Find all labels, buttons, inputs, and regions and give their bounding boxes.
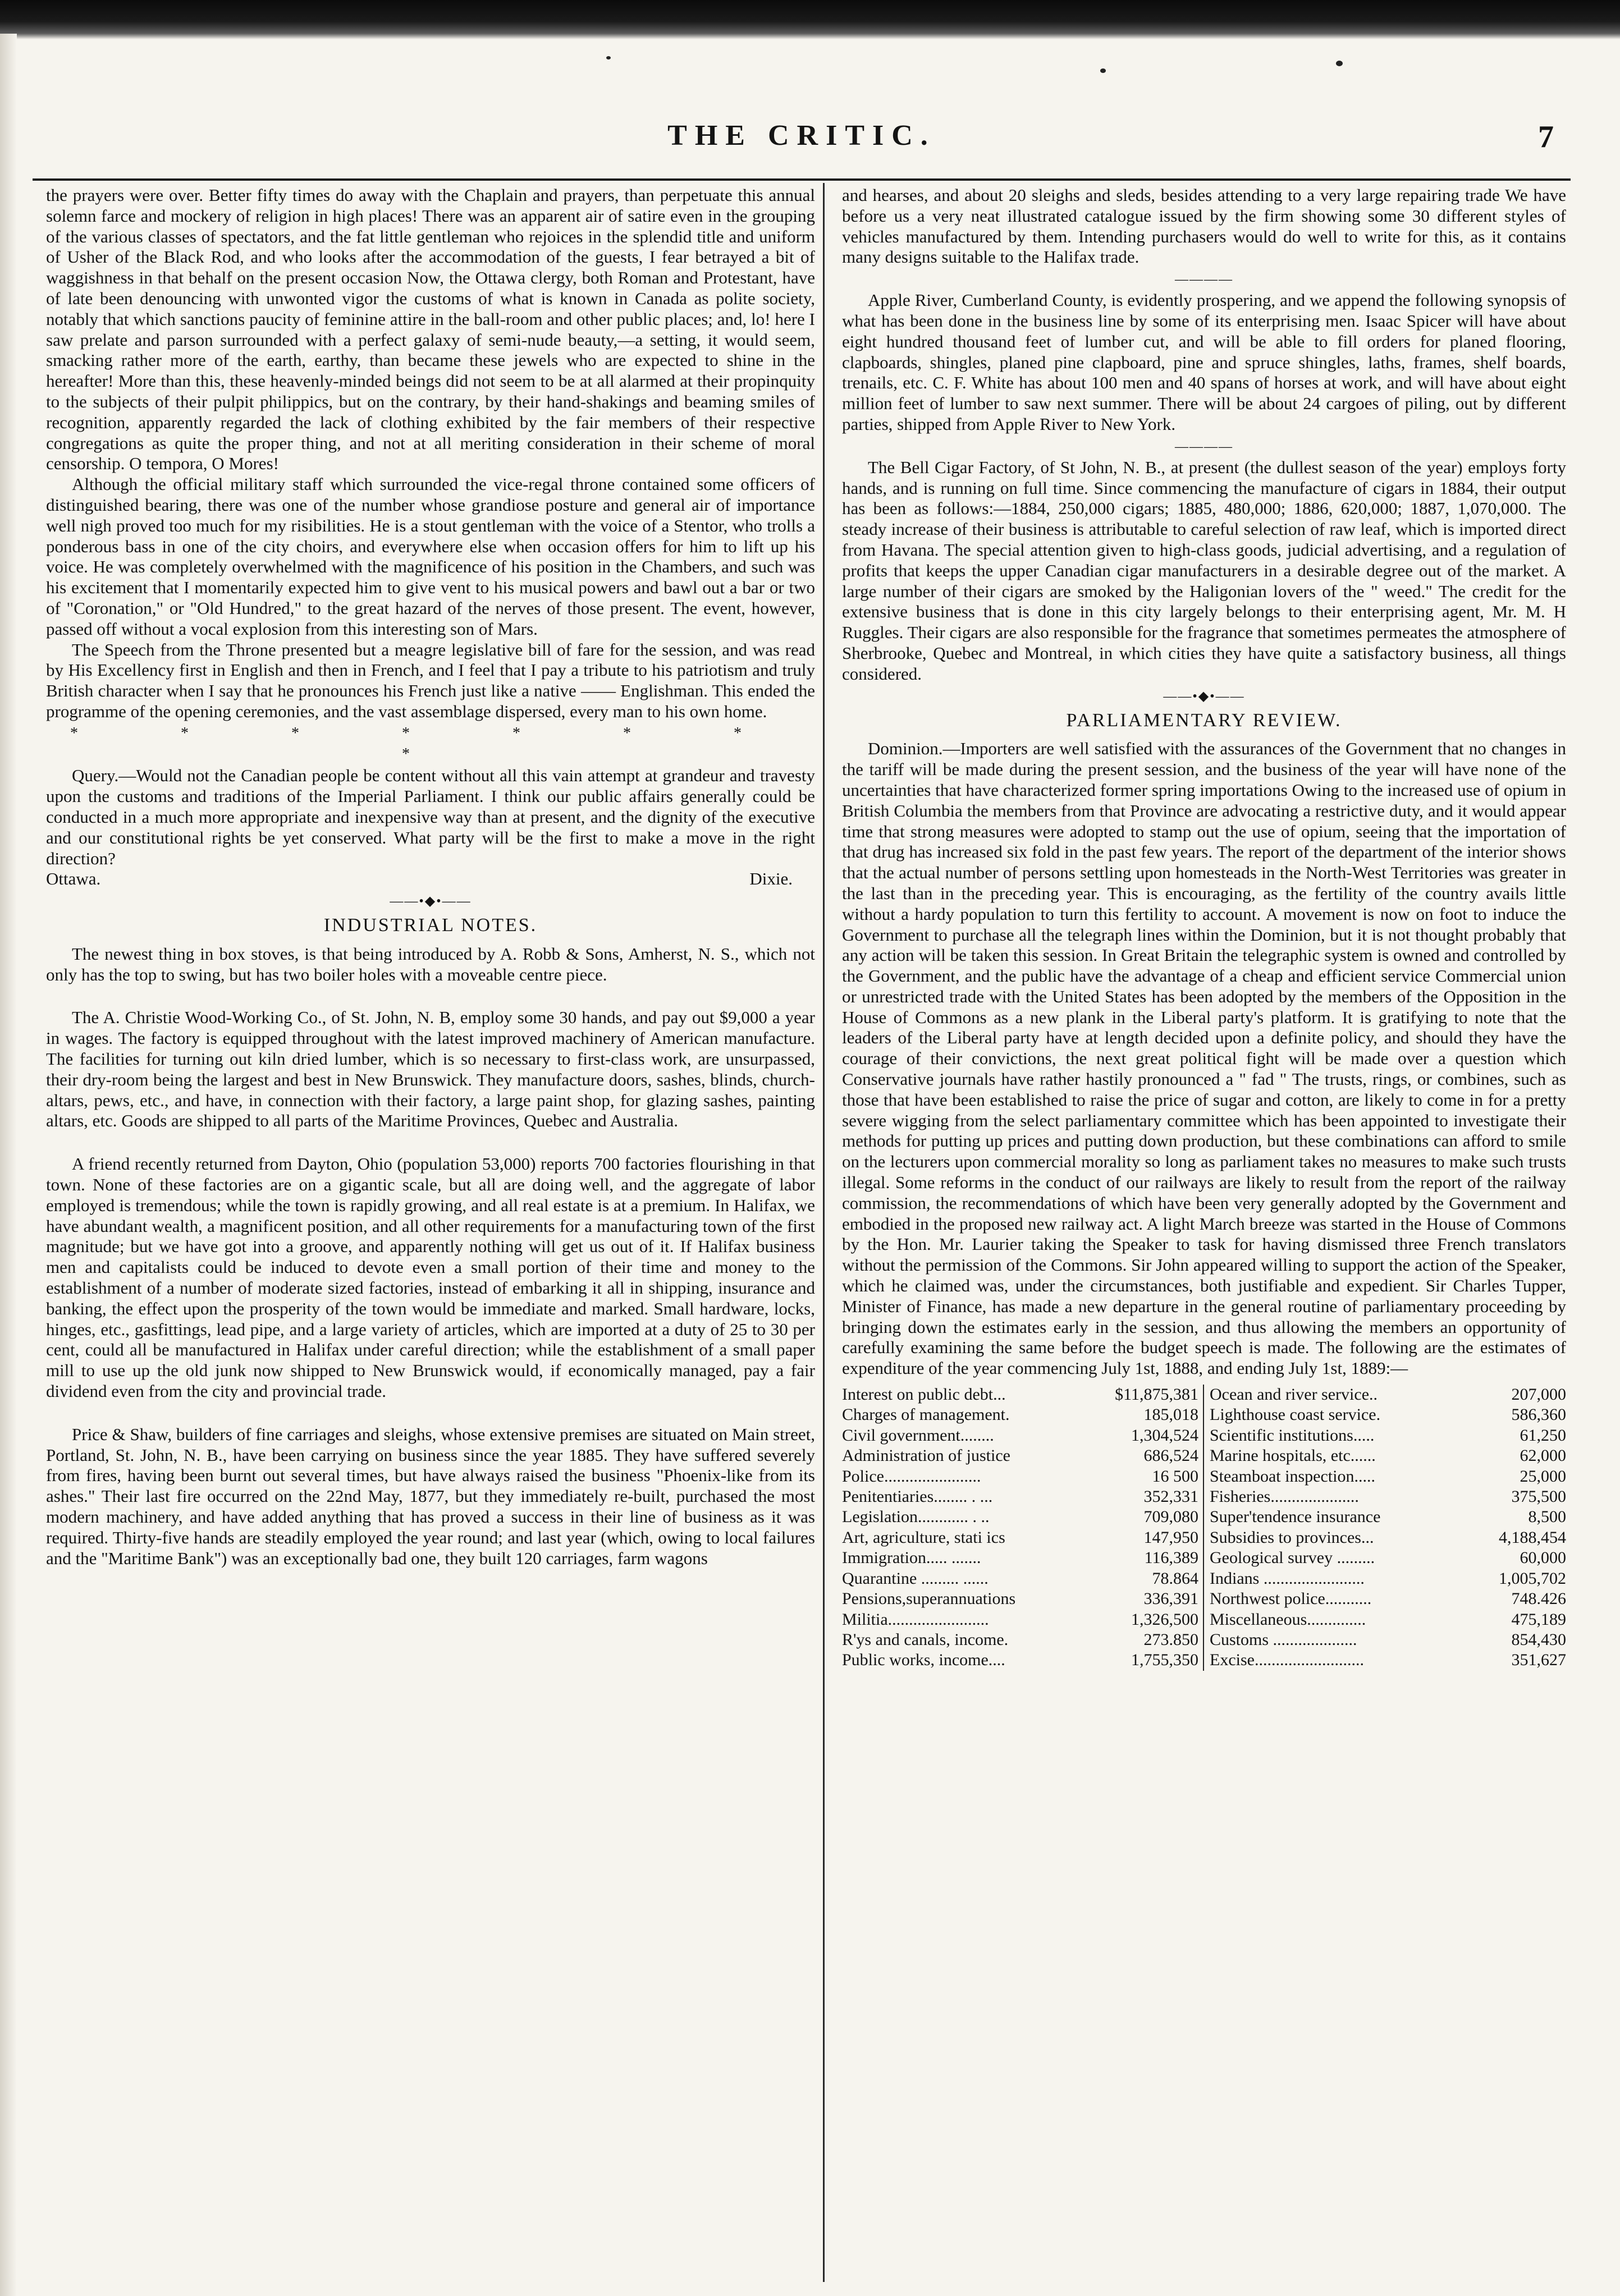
- estimate-amount: 78.864: [1152, 1569, 1198, 1588]
- article-paragraph: the prayers were over. Better fifty times do away with the Chaplain and prayers, than perpetuate this annual solemn farce and mockery of religion in high places! There was an apparent air of satire even in the grouping of the various classes of spectators, and the fat little gentleman who rejoices in the splendid title and uniform of Usher of the Black Rod, and who looks after the accommodation of the guests, I fear betrayed a bit of waggishness in that behalf on the present occasion Now, the Ottawa clergy, both Roman and Protestant, have of late been denouncing with unwonted vigor the customs of what is known in Canada as polite society, notably that which sanctions paucity of feminine attire in the ball-room and other public places; and, lo! here I saw prelate and parson surrounded with a perfect galaxy of semi-nude beauty,—a setting, it would seem, smacking rather more of the earth, earthy, than became these jewels who are expected to shine in the hereafter! More than this, these heavenly-minded beings did not seem to be at all alarmed at their propinquity to the subjects of their pulpit philippics, but on the contrary, by their hand-shakings and beaming smiles of recognition, apparently regarded the lack of clothing exhibited by the fair members of their respective congregations as quite the proper thing, and not at all meriting consideration in their scheme of moral censorship. O tempora, O Mores!: [46, 185, 815, 474]
- estimate-item: Miscellaneous..............: [1210, 1610, 1366, 1629]
- estimate-row: [842, 1405, 1198, 1425]
- ornament-divider: ——•◆•——: [1163, 689, 1245, 704]
- industrial-note: A friend recently returned from Dayton, Ohio (population 53,000) reports 700 factories flourishing in that town. None of these factories are on a gigantic scale, but all are doing well, and the aggregate of labor employed is tremendous; while the town is rapidly growing, and all real estate is at a premium. In Halifax, we have abundant wealth, a magnificent position, and all other requirements for a manufacturing town of the first magnitude; but we have got into a groove, and apparently nothing will get us out of it. If Halifax business men and capitalists could be induced to devote even a small portion of their time and money to the establishment of a number of moderate sized factories, instead of embarking it all in shipping, insurance and banking, the effect upon the prosperity of the town would be immediate and marked. Small hardware, locks, hinges, etc., gasfittings, lead pipe, and a large variety of articles, which are imported at a duty of 25 to 30 per cent, could all be manufactured in Halifax under careful direction; while the establishment of a small paper mill to use up the old junk now shipped to New Brunswick would, if economically managed, pay a fair dividend even from the city and provincial trade.: [46, 1154, 815, 1401]
- estimate-row: [842, 1610, 1198, 1630]
- industrial-notes-heading: INDUSTRIAL NOTES.: [323, 915, 538, 936]
- column-divider: [823, 183, 825, 2282]
- signoff-place: Ottawa.: [46, 869, 101, 889]
- estimate-row: [1210, 1589, 1566, 1609]
- estimate-row: [842, 1548, 1198, 1568]
- estimate-item: Steamboat inspection.....: [1210, 1466, 1375, 1486]
- estimate-item: Scientific institutions.....: [1210, 1426, 1375, 1445]
- estimate-item: Marine hospitals, etc......: [1210, 1446, 1376, 1465]
- estimate-item: Geological survey .........: [1210, 1548, 1375, 1568]
- scan-top-edge: [0, 0, 1620, 39]
- estimate-item: Charges of management.: [842, 1405, 1010, 1424]
- estimate-row: [1210, 1528, 1566, 1548]
- estimate-amount: 586,360: [1511, 1405, 1566, 1424]
- estimate-item: Ocean and river service..: [1210, 1385, 1378, 1404]
- estimate-item: Civil government........: [842, 1426, 994, 1445]
- estimate-amount: 62,000: [1520, 1446, 1566, 1465]
- estimate-item: Administration of justice: [842, 1446, 1010, 1465]
- estimate-amount: 185,018: [1143, 1405, 1198, 1424]
- estimate-row: [842, 1589, 1198, 1609]
- estimate-amount: 116,389: [1144, 1548, 1198, 1568]
- estimate-row: [1210, 1507, 1566, 1527]
- estimate-row: [842, 1528, 1198, 1548]
- estimate-amount: 475,189: [1511, 1610, 1566, 1629]
- ornament-divider: ——•◆•——: [390, 894, 472, 909]
- estimate-row: [1210, 1569, 1566, 1589]
- estimate-item: Militia........................: [842, 1610, 989, 1629]
- page-number: 7: [1538, 120, 1554, 154]
- scan-left-edge: [0, 34, 17, 2296]
- estimate-row: [842, 1446, 1198, 1466]
- estimate-item: Police.......................: [842, 1466, 981, 1486]
- estimate-amount: 4,188,454: [1499, 1528, 1566, 1547]
- estimate-amount: 351,627: [1511, 1651, 1566, 1670]
- estimate-row: [842, 1650, 1198, 1670]
- estimate-item: Interest on public debt...: [842, 1385, 1006, 1404]
- right-column: [842, 185, 1566, 1671]
- estimate-item: Penitentiaries........ . ...: [842, 1487, 993, 1506]
- estimate-item: Legislation............ . ..: [842, 1507, 990, 1527]
- estimate-row: [842, 1487, 1198, 1507]
- estimate-amount: 352,331: [1143, 1487, 1198, 1506]
- estimates-column-right: [1204, 1385, 1566, 1671]
- industrial-note: Price & Shaw, builders of fine carriages and sleighs, whose extensive premises are situated on Main street, Portland, St. John, N. B., have been carrying on business since the year 1885. They have suffered severely from fires, having been burnt out several times, but have always raised the business "Phoenix-like from its ashes." Their last fire occurred on the 22nd May, 1877, but they immediately re-built, purchased the most modern machinery, and have added anything that has proved a success in their line of business as it was required. Thirty-five hands are steadily employed the year round; and last year (which, owing to local failures and the "Maritime Bank") was an exceptionally bad one, they built 120 carriages, farm wagons: [46, 1424, 815, 1568]
- short-divider: ————: [1175, 439, 1233, 454]
- estimate-row: [842, 1507, 1198, 1527]
- estimate-row: [1210, 1446, 1566, 1466]
- estimate-item: Indians ........................: [1210, 1569, 1365, 1588]
- estimate-row: [842, 1466, 1198, 1487]
- estimate-row: [1210, 1405, 1566, 1425]
- estimate-amount: 60,000: [1520, 1548, 1566, 1568]
- estimate-amount: 854,430: [1511, 1630, 1566, 1649]
- signoff: [46, 869, 815, 890]
- estimate-amount: $11,875,381: [1115, 1385, 1198, 1404]
- short-divider: ————: [1175, 272, 1233, 287]
- page-header: [33, 119, 1571, 164]
- estimate-item: Public works, income....: [842, 1651, 1005, 1670]
- estimate-row: [1210, 1426, 1566, 1446]
- section-stars: * * * * * * * *: [70, 724, 791, 763]
- estimate-item: Northwest police...........: [1210, 1589, 1372, 1608]
- estimate-amount: 686,524: [1143, 1446, 1198, 1465]
- estimate-row: [1210, 1466, 1566, 1487]
- estimate-item: Pensions,superannuations: [842, 1589, 1016, 1608]
- parliamentary-review-heading: PARLIAMENTARY REVIEW.: [1066, 709, 1342, 731]
- estimate-item: Immigration..... .......: [842, 1548, 981, 1568]
- estimate-row: [842, 1426, 1198, 1446]
- article-paragraph: The Speech from the Throne presented but a meagre legislative bill of fare for the session, and was read by His Excellency first in English and then in French, and I feel that I pay a tribute to his patriotism and truly British character when I say that he pronounces his French just like a native —— Englishman. This ended the programme of the opening ceremonies, and the vast assemblage dispersed, every man to his own home.: [46, 639, 815, 721]
- estimate-amount: 1,005,702: [1499, 1569, 1566, 1588]
- estimates-column-left: [842, 1385, 1204, 1671]
- article-paragraph: Apple River, Cumberland County, is evidently prospering, and we append the following synopsis of what has been done in the business line by some of its enterprising men. Isaac Spicer will have about eight hundred thousand feet of lumber cut, and will be able to fill orders for planed flooring, clapboards, shingles, planed pine clapboard, pine and spruce shingles, laths, frames, shelf boards, trenails, etc. C. F. White has about 100 men and 40 spans of horses at work, and will have about eight million feet of lumber to saw next summer. There will be about 24 cargoes of piling, out by different parties, shipped from Apple River to New York.: [842, 290, 1566, 434]
- estimate-item: Excise..........................: [1210, 1651, 1364, 1670]
- estimate-amount: 147,950: [1143, 1528, 1198, 1547]
- estimates-table: [842, 1385, 1566, 1671]
- estimate-amount: 1,326,500: [1131, 1610, 1198, 1629]
- header-rule: [33, 178, 1571, 181]
- estimate-row: [1210, 1650, 1566, 1670]
- estimate-row: [1210, 1385, 1566, 1405]
- masthead-title: THE CRITIC.: [667, 120, 936, 152]
- estimate-item: Art, agriculture, stati ics: [842, 1528, 1005, 1547]
- industrial-note: The newest thing in box stoves, is that being introduced by A. Robb & Sons, Amherst, N. S., which not only has the top to swing, but has two boiler holes with a moveable centre piece.: [46, 943, 815, 984]
- estimate-amount: 336,391: [1143, 1589, 1198, 1608]
- article-paragraph: and hearses, and about 20 sleighs and sleds, besides attending to a very large repairing trade We have before us a very neat illustrated catalogue issued by the firm showing some 30 different styles of vehicles manufactured by them. Intending purchasers would do well to write for this, as it contains many designs suitable to the Halifax trade.: [842, 185, 1566, 267]
- estimate-item: Quarantine ......... ......: [842, 1569, 989, 1588]
- parliamentary-paragraph: Dominion.—Importers are well satisfied with the assurances of the Government that no changes in the tariff will be made during the present session, and the business of the year will have none of the uncertainties that have characterized former spring importations Owing to the increased use of opium in British Columbia the members from that Province are advocating a restrictive duty, and it would appear time that strong measures were adopted to stamp out the use of opium, seeing that the importation of that drug has increased six fold in the past few years. The report of the department of the interior shows that the actual number of persons settling upon homesteads in the North-West Territories was greater in the last than in the preceding year. This is encouraging, as the fertility of the country avails little without a hardy population to turn this fertility to account. A movement is now on foot to induce the Government to purchase all the telegraph lines within the Dominion, but it is not thought probably that any action will be taken this session. In Great Britain the telegraphic system is owned and controlled by the Government, and the public have the advantage of a cheap and efficient service Commercial union or unrestricted trade with the United States has been adopted by the members of the Opposition in the House of Commons as a new plank in the Liberal party's platform. It is gratifying to note that the leaders of the Liberal party have at length decided upon a definite policy, and should they have the courage of their convictions, the next great political fight will be made over a question which Conservative journals have rather hastily pronounced a " fad " The trusts, rings, or combines, such as those that have been established to raise the price of sugar and cotton, are likely to come in for a pretty severe wigging from the select parliamentary committee which has been appointed to investigate their methods for putting up prices and putting down production, but these combinations can afford to smile on the lecturers upon commercial morality so long as parliament takes no measures to make such trusts illegal. Some reforms in the conduct of our railways are likely to result from the report of the railway commission, the recommendations of which have been very generally adopted by the Government and embodied in the proposed new railway act. A light March breeze was started in the House of Commons by the Hon. Mr. Laurier taking the Speaker to task for having dismissed three French translators without the permission of the Commons. Sir John appeared willing to support the action of the Speaker, which he claimed was, under the circumstances, both justifiable and expedient. Sir Charles Tupper, Minister of Finance, has made a new departure in the general routine of parliamentary proceeding by bringing down the estimates early in the session, and thus allowing the members an opportunity of carefully examining the same before the budget speech is made. The following are the estimates of expenditure of the year commencing July 1st, 1888, and ending July 1st, 1889:—: [842, 739, 1566, 1378]
- industrial-note: The A. Christie Wood-Working Co., of St. John, N. B, employ some 30 hands, and pay out $9,000 a year in wages. The factory is equipped throughout with the latest improved machinery of American manufacture. The facilities for turning out kiln dried lumber, which is so necessary to first-class work, are unsurpassed, their dry-room being the largest and best in New Brunswick. They manufacture doors, sashes, blinds, church-altars, pews, etc., and have, in connection with their factory, a large paint shop, for glazing sashes, painting altars, etc. Goods are shipped to all parts of the Maritime Provinces, Quebec and Australia.: [46, 1007, 815, 1131]
- estimate-amount: 273.850: [1143, 1630, 1198, 1649]
- query-paragraph: Query.—Would not the Canadian people be content without all this vain attempt at grandeur and travesty upon the customs and traditions of the Imperial Parliament. I think our public affairs generally could be conducted in a much more appropriate and inexpensive way than at present, and the dignity of the executive and our constitutional rights be yet conserved. What party will be the first to make a move in the right direction?: [46, 766, 815, 868]
- estimate-amount: 748.426: [1511, 1589, 1566, 1608]
- estimate-amount: 1,304,524: [1131, 1426, 1198, 1445]
- estimate-row: [842, 1569, 1198, 1589]
- article-paragraph: Although the official military staff which surrounded the vice-regal throne contained some officers of distinguished bearing, there was one of the number whose grandiose posture and general air of importance well nigh proved too much for my risibilities. He is a stout gentleman with the voice of a Stentor, who trolls a ponderous bass in one of the city choirs, and everywhere else when occasion offers for him to lift up his voice. He was completely overwhelmed with the magnificence of his position in the Chambers, and such was his excitement that I momentarily expected him to give vent to his musical powers and bawl out a bar or two of "Coronation," or "Old Hundred," to the great hazard of the nerves of those present. The event, however, passed off without a vocal explosion from this interesting son of Mars.: [46, 474, 815, 639]
- estimate-row: [1210, 1487, 1566, 1507]
- estimate-row: [1210, 1630, 1566, 1650]
- estimate-amount: 25,000: [1520, 1466, 1566, 1486]
- estimate-amount: 709,080: [1143, 1507, 1198, 1527]
- estimate-item: Super'tendence insurance: [1210, 1507, 1381, 1527]
- estimate-amount: 16 500: [1152, 1466, 1198, 1486]
- estimate-amount: 61,250: [1520, 1426, 1566, 1445]
- estimate-row: [842, 1630, 1198, 1650]
- estimate-item: Lighthouse coast service.: [1210, 1405, 1381, 1424]
- estimate-item: Subsidies to provinces...: [1210, 1528, 1374, 1547]
- estimate-row: [842, 1385, 1198, 1405]
- signoff-name: Dixie.: [749, 869, 793, 889]
- article-paragraph: The Bell Cigar Factory, of St John, N. B., at present (the dullest season of the year) employs forty hands, and is running on full time. Since commencing the manufacture of cigars in 1884, their output has been as follows:—1884, 250,000 cigars; 1885, 480,000; 1886, 620,000; 1887, 1,070,000. The steady increase of their business is attributable to careful selection of raw leaf, which is imported direct from Havana. The special attention given to high-class goods, judicial advertising, and a regulation of profits that keeps the upper Canadian cigar manufacturers in a desirable degree out of the market. A large number of their cigars are smoked by the Haligonian lovers of the " weed." The credit for the extensive business that is done in this city largely belongs to their enterprising agent, Mr. M. H Ruggles. Their cigars are also responsible for the fragrance that sometimes permeates the atmosphere of Sherbrooke, Quebec and Montreal, in which cities they have quite a satisfactory business, all things considered.: [842, 457, 1566, 684]
- estimate-amount: 375,500: [1511, 1487, 1566, 1506]
- estimate-amount: 8,500: [1528, 1507, 1566, 1527]
- estimate-amount: 1,755,350: [1131, 1651, 1198, 1670]
- estimate-item: Customs ....................: [1210, 1630, 1357, 1649]
- estimate-item: Fisheries.....................: [1210, 1487, 1359, 1506]
- estimate-amount: 207,000: [1511, 1385, 1566, 1404]
- left-column: [46, 185, 815, 1569]
- estimate-row: [1210, 1548, 1566, 1568]
- estimate-item: R'ys and canals, income.: [842, 1630, 1009, 1649]
- estimate-row: [1210, 1610, 1566, 1630]
